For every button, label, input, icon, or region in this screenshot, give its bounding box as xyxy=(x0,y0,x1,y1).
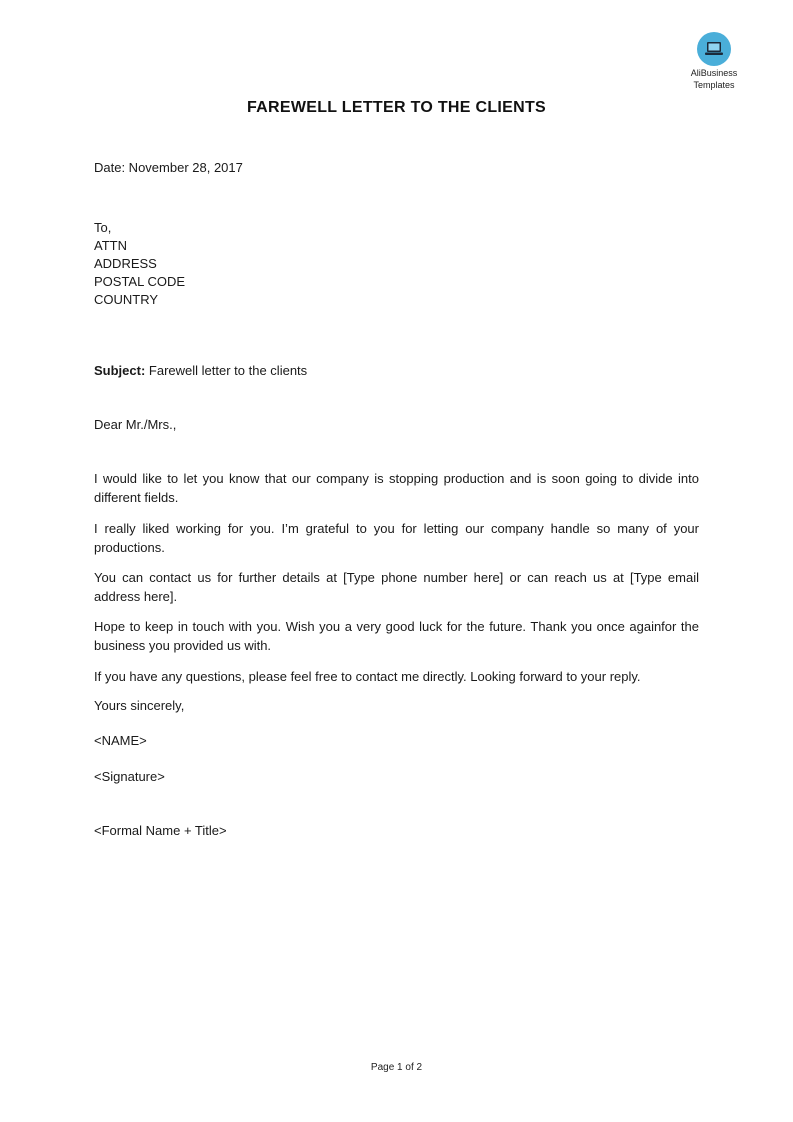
recipient-country: COUNTRY xyxy=(94,292,159,307)
subject-label: Subject: xyxy=(94,363,146,378)
recipient-to: To, xyxy=(94,220,112,235)
subject-text: Farewell letter to the clients xyxy=(148,363,308,378)
body-paragraph-3: You can contact us for further details at [Type phone number here] or can reach us at [Type email address here]. xyxy=(94,570,699,604)
body-paragraph-2: I really liked working for you. I’m grateful to you for letting our company handle so many of your productions. xyxy=(94,521,699,555)
formal-name-placeholder: <Formal Name + Title> xyxy=(94,823,227,838)
company-logo xyxy=(676,32,752,90)
name-placeholder: <NAME> xyxy=(94,733,147,748)
body-paragraph-5: If you have any questions, please feel free to contact me directly. Looking forward to your reply. xyxy=(94,669,641,684)
closing: Yours sincerely, xyxy=(94,698,185,713)
recipient-attn: ATTN xyxy=(94,238,127,253)
document-title: FAREWELL LETTER TO THE CLIENTS xyxy=(246,99,547,116)
logo-text-line2: Templates xyxy=(693,80,735,90)
body-paragraph-1: I would like to let you know that our company is stopping production and is soon going to divide into different fields. xyxy=(94,471,699,505)
signature-placeholder: <Signature> xyxy=(94,769,165,784)
subject-line xyxy=(94,362,307,380)
letter-date: Date: November 28, 2017 xyxy=(94,160,243,175)
logo-text-line1: AliBusiness xyxy=(690,68,738,78)
recipient-postal-code: POSTAL CODE xyxy=(94,274,186,289)
body-paragraph-4: Hope to keep in touch with you. Wish you a very good luck for the future. Thank you once againfor the business you provided us with. xyxy=(94,619,699,653)
salutation: Dear Mr./Mrs., xyxy=(94,417,177,432)
laptop-icon xyxy=(697,32,731,66)
recipient-address: ADDRESS xyxy=(94,256,157,271)
page-number: Page 1 of 2 xyxy=(370,1062,423,1073)
